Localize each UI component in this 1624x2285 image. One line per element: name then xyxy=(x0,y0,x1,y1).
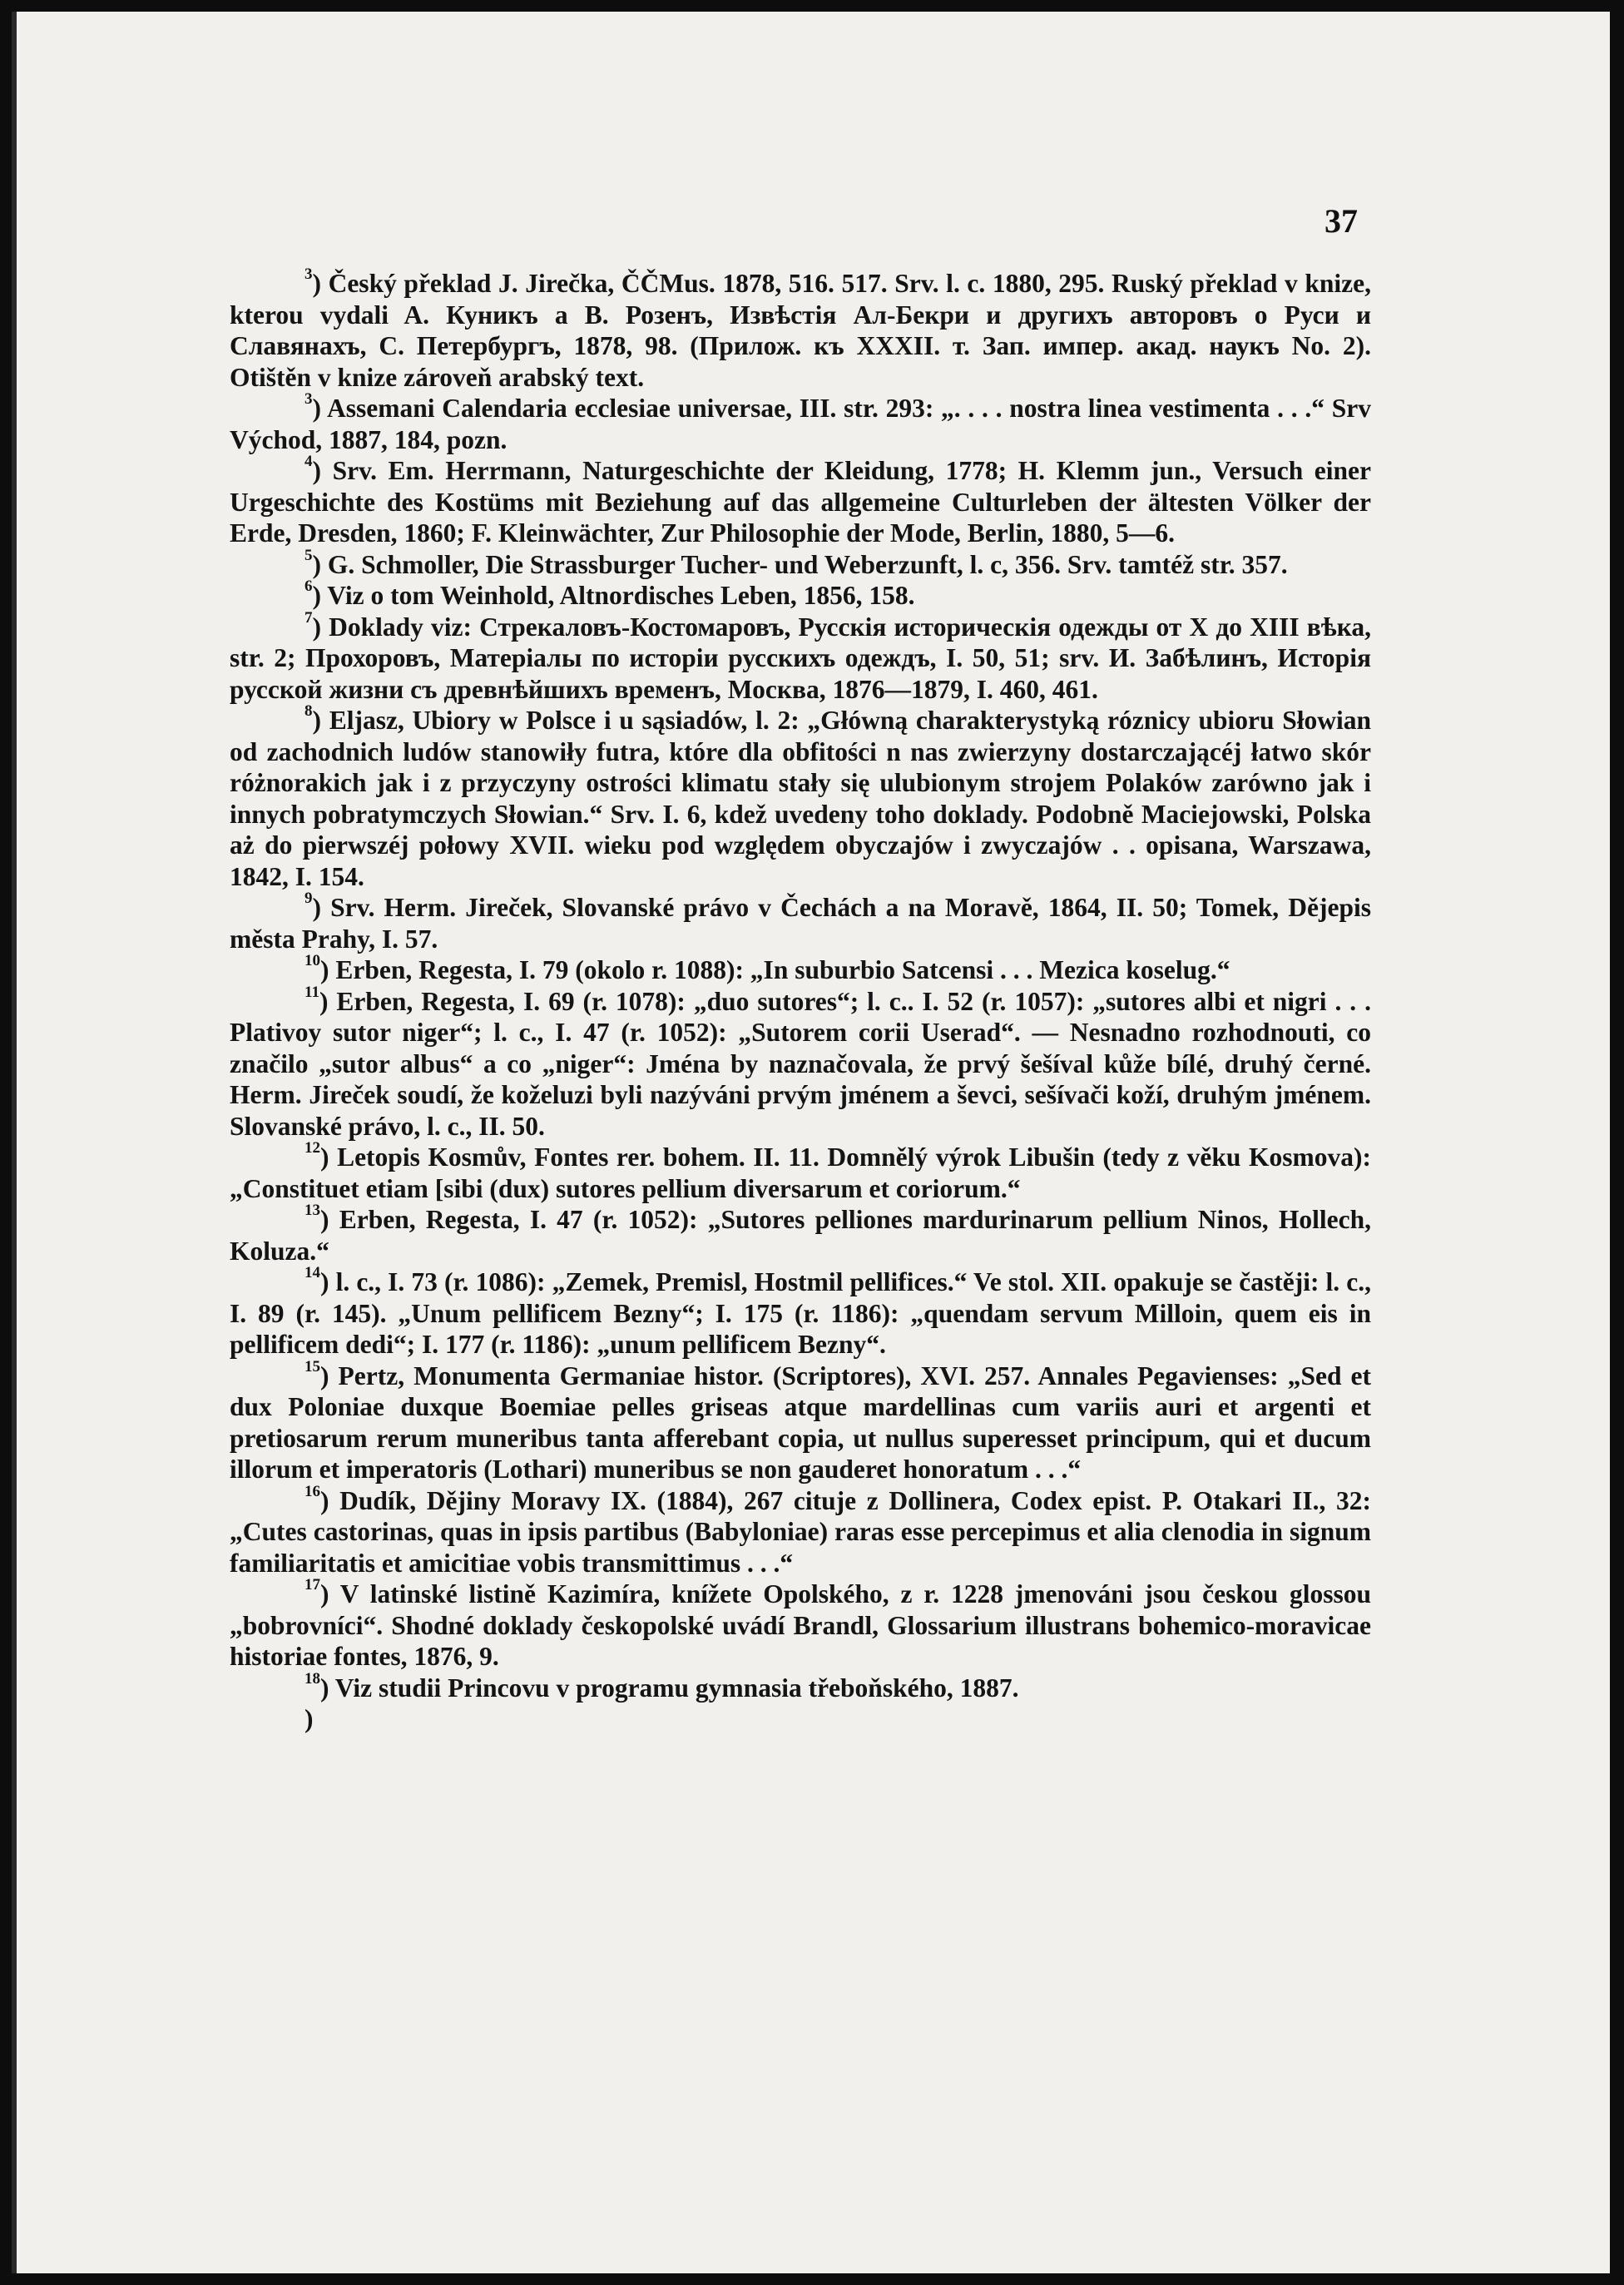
footnote-mark: 13 xyxy=(304,1202,320,1219)
footnote-text: Pertz, Monumenta Germaniae histor. (Scriptores), XVI. 257. Annales Pegavienses: „Sed et dux Poloniae duxque Boemiae pelles griseas atque mardellinas cum variis auri et argenti et pretiosarum rerum muneribus tanta afferebant copia, ut nullus superesset principum, qui et ducum illorum et imperatoris (Lothari) muneribus se non gauderet honoratum . . .“ xyxy=(230,1361,1371,1484)
footnote: $^8$) Eljasz, Ubiory w Polsce i u sąsiadów, l. 2: „Główną charakterystyką róznicy ubioru Słowian od zachodnich ludów stanowiły futra, które dla obfitości n nas zwierzyny dostarczającéj łatwo skór różnorakich jak i z przyczyny ostrości klimatu stały się ulubionym strojem Polaków zarówno jak i innych pobratymczych Słowian.“ Srv. I. 6, kdež uvedeny toho doklady. Podobně Maciejowski, Polska aż do pierwszéj połowy XVII. wieku pod względem obyczajów i zwyczajów . . opisana, Warszawa, 1842, I. 154. xyxy=(230,702,1372,891)
footnote-mark: 18 xyxy=(304,1669,320,1688)
footnote-mark: 17 xyxy=(304,1576,320,1594)
footnote: $^{13}$) Erben, Regesta, I. 47 (r. 1052): „Sutores pelliones mardurinarum pellium Ninos, Hollech, Koluza.“ xyxy=(230,1202,1371,1266)
footnote-mark: 16 xyxy=(304,1482,320,1500)
footnote-text: Erben, Regesta, I. 79 (okolo r. 1088): „In suburbio Satcensi . . . Mezica koselug.“ xyxy=(335,955,1230,984)
footnote-text: V latinské listině Kazimíra, knížete Opolského, z r. 1228 jmenováni jsou českou glossou „bobrovníci“. Shodné doklady českopolské uvádí Brandl, Glossarium illustrans bohemico-moravicae historiae fontes, 1876, 9. xyxy=(230,1579,1371,1671)
footnote: $^{11}$) Erben, Regesta, I. 69 (r. 1078): „duo sutores“; l. c.. I. 52 (r. 1057): „sutores albi et nigri . . . Plativoy sutor niger“; l. c., I. 47 (r. 1052): „Sutorem corii Userad“. — Nesnadno rozhodnouti, co značilo „sutor albus“ a co „niger“: Jména by naznačovala, že prvý šešíval kůže bílé, druhý černé. Herm. Jireček soudí, že koželuzi byli nazýváni prvým jménem a ševci, sešívači koží, druhým jménem. Slovanské právo, l. c., II. 50. xyxy=(230,983,1371,1141)
scanned-page xyxy=(12,12,1610,2273)
footnote-text: Viz o tom Weinhold, Altnordisches Leben, 1856, 158. xyxy=(327,581,915,610)
footnote-text: G. Schmoller, Die Strassburger Tucher- und Weberzunft, l. c, 356. Srv. tamtéž str. 357. xyxy=(327,549,1288,579)
footnote-text: Dudík, Dějiny Moravy IX. (1884), 267 cituje z Dollinera, Codex epist. P. Otakari II., 32: „Cutes castorinas, quas in ipsis partibus (Babyloniae) raras esse percepimus et alia clenodia in signum familiaritatis et amicitiae vobis transmittimus . . .“ xyxy=(230,1485,1371,1578)
footnote: $^{17}$) V latinské listině Kazimíra, knížete Opolského, z r. 1228 jmenováni jsou českou glossou „bobrovníci“. Shodné doklady českopolské uvádí Brandl, Glossarium illustrans bohemico-moravicae historiae fontes, 1876, 9. xyxy=(230,1576,1371,1671)
footnote-text: Srv. Herm. Jireček, Slovanské právo v Čechách a na Moravě, 1864, II. 50; Tomek, Dějepis města Prahy, I. 57. xyxy=(230,893,1371,954)
footnote: $^5$) G. Schmoller, Die Strassburger Tucher- und Weberzunft, l. c, 356. Srv. tamtéž str. 357. xyxy=(304,546,1288,579)
footnote: $^{10}$) Erben, Regesta, I. 79 (okolo r. 1088): „In suburbio Satcensi . . . Mezica koselug.“ xyxy=(304,952,1230,984)
footnote: $^{15}$) Pertz, Monumenta Germaniae histor. (Scriptores), XVI. 257. Annales Pegavienses: „Sed et dux Poloniae duxque Boemiae pelles griseas atque mardellinas cum variis auri et argenti et pretiosarum rerum muneribus tanta afferebant copia, ut nullus superesset principum, qui et ducum illorum et imperatoris (Lothari) muneribus se non gauderet honoratum . . .“ xyxy=(230,1357,1371,1484)
footnote: $^3$) Český překlad J. Jirečka, ČČMus. 1878, 516. 517. Srv. l. c. 1880, 295. Ruský překlad v knize, kterou vydali A. Куникъ a B. Розенъ, Извѣстія Ал-Бекри и другихъ авторовъ о Руси и Славянахъ, С. Петербургъ, 1878, 98. (Прилож. къ XXXII. т. Зап. импер. акад. наукъ No. 2). Otištěn v knize zároveň arabský text. xyxy=(230,265,1371,392)
footnote-text: Viz studii Princovu v programu gymnasia třeboňského, 1887. xyxy=(334,1673,1019,1703)
footnote-mark: 9 xyxy=(304,890,313,907)
footnote-text: Assemani Calendaria ecclesiae universae, III. str. 293: „. . . . nostra linea vestimenta . . .“ Srv Východ, 1887, 184, pozn. xyxy=(230,394,1371,454)
footnote-mark: 6 xyxy=(304,577,313,595)
page-number: 37 xyxy=(1324,202,1358,240)
footnote-text: Erben, Regesta, I. 69 (r. 1078): „duo sutores“; l. c.. I. 52 (r. 1057): „sutores albi et nigri . . . Plativoy sutor niger“; l. c., I. 47 (r. 1052): „Sutorem corii Userad“. — Nesnadno rozhodnouti, co značilo „sutor albus“ a co „niger“: Jména by naznačovala, že prvý šešíval kůže bílé, druhý černé. Herm. Jireček soudí, že koželuzi byli nazýváni prvým jménem a ševci, sešívači koží, druhým jménem. Slovanské právo, l. c., II. 50. xyxy=(230,986,1371,1141)
footnote-text: l. c., I. 73 (r. 1086): „Zemek, Premisl, Hostmil pellifices.“ Ve stol. XII. opakuje se častěji: l. c., I. 89 (r. 145). „Unum pellificem Bezny“; I. 175 (r. 1186): „quendam servum Milloin, quem eis in pellificem dedi“; I. 177 (r. 1186): „unum pellificem Bezny“. xyxy=(230,1267,1371,1359)
footnote: ) xyxy=(304,1704,314,1733)
footnote-mark: 15 xyxy=(304,1357,320,1375)
footnote-mark: 12 xyxy=(304,1139,320,1157)
footnote: $^7$) Doklady viz: Стрекаловъ-Костомаровъ, Русскія историческія одежды от X до XIII вѣка, str. 2; Прохоровъ, Матеріалы по исторіи русскихъ одеждъ, I. 50, 51; srv. И. Забѣлинъ, Исторія русской жизни съ древнѣйшихъ временъ, Москва, 1876—1879, I. 460, 461. xyxy=(230,608,1371,704)
footnote: $^4$) Srv. Em. Herrmann, Naturgeschichte der Kleidung, 1778; H. Klemm jun., Versuch einer Urgeschichte des Kostüms mit Beziehung auf das allgemeine Culturleben der ältesten Völker der Erde, Dresden, 1860; F. Kleinwächter, Zur Philosophie der Mode, Berlin, 1880, 5—6. xyxy=(230,453,1371,548)
footnote-mark: 8 xyxy=(304,702,313,720)
footnote-mark: 3 xyxy=(304,265,313,283)
footnote-text: Letopis Kosmův, Fontes rer. bohem. II. 11. Domnělý výrok Libušin (tedy z věku Kosmova): „Constituet etiam [sibi (dux) sutores pellium diversarum et coriorum.“ xyxy=(230,1142,1371,1203)
footnote-mark: 5 xyxy=(304,546,313,564)
footnote-text: Český překlad J. Jirečka, ČČMus. 1878, 516. 517. Srv. l. c. 1880, 295. Ruský překlad v knize, kterou vydali A. Куникъ a B. Розенъ, Извѣстія Ал-Бекри и другихъ авторовъ о Руси и Славянахъ, С. Петербургъ, 1878, 98. (Прилож. къ XXXII. т. Зап. импер. акад. наукъ No. 2). Otištěn v knize zároveň arabský text. xyxy=(230,269,1371,392)
footnote-mark: 7 xyxy=(304,608,313,627)
footnote: $^{14}$) l. c., I. 73 (r. 1086): „Zemek, Premisl, Hostmil pellifices.“ Ve stol. XII. opakuje se častěji: l. c., I. 89 (r. 145). „Unum pellificem Bezny“; I. 175 (r. 1186): „quendam servum Milloin, quem eis in pellificem dedi“; I. 177 (r. 1186): „unum pellificem Bezny“. xyxy=(230,1264,1371,1359)
footnote-mark: 11 xyxy=(304,983,319,1001)
footnote: $^3$) Assemani Calendaria ecclesiae universae, III. str. 293: „. . . . nostra linea vestimenta . . .“ Srv Východ, 1887, 184, pozn. xyxy=(230,390,1371,454)
footnote-mark: 10 xyxy=(304,952,320,969)
footnote-text: Eljasz, Ubiory w Polsce i u sąsiadów, l. 2: „Główną charakterystyką róznicy ubioru Słowian od zachodnich ludów stanowiły futra, które dla obfitości n nas zwierzyny dostarczającéj łatwo skór różnorakich jak i z przyczyny ostrości klimatu stały się ulubionym strojem Polaków zarówno jak i innych pobratymczych Słowian.“ Srv. I. 6, kdež uvedeny toho doklady. Podobně Maciejowski, Polska aż do pierwszéj połowy XVII. wieku pod względem obyczajów i zwyczajów . . opisana, Warszawa, 1842, I. 154. xyxy=(230,706,1372,891)
footnote-mark: 4 xyxy=(304,453,313,470)
footnote-mark: 14 xyxy=(304,1264,320,1281)
footnotes xyxy=(230,265,1372,1735)
footnote: $^{16}$) Dudík, Dějiny Moravy IX. (1884), 267 cituje z Dollinera, Codex epist. P. Otakari II., 32: „Cutes castorinas, quas in ipsis partibus (Babyloniae) raras esse percepimus et alia clenodia in signum familiaritatis et amicitiae vobis transmittimus . . .“ xyxy=(230,1482,1371,1578)
footnote: $^6$) Viz o tom Weinhold, Altnordisches Leben, 1856, 158. xyxy=(304,577,915,610)
footnote-text: Srv. Em. Herrmann, Naturgeschichte der Kleidung, 1778; H. Klemm jun., Versuch einer Urgeschichte des Kostüms mit Beziehung auf das allgemeine Culturleben der ältesten Völker der Erde, Dresden, 1860; F. Kleinwächter, Zur Philosophie der Mode, Berlin, 1880, 5—6. xyxy=(230,456,1371,548)
footnote: $^{18}$) Viz studii Princovu v programu gymnasia třeboňského, 1887. xyxy=(304,1669,1019,1703)
footnote-mark: 3 xyxy=(304,390,313,408)
footnote: $^{12}$) Letopis Kosmův, Fontes rer. bohem. II. 11. Domnělý výrok Libušin (tedy z věku Kosmova): „Constituet etiam [sibi (dux) sutores pellium diversarum et coriorum.“ xyxy=(230,1139,1371,1203)
footnote-text: Doklady viz: Стрекаловъ-Костомаровъ, Русскія историческія одежды от X до XIII вѣка, str. 2; Прохоровъ, Матеріалы по исторіи русскихъ одеждъ, I. 50, 51; srv. И. Забѣлинъ, Исторія русской жизни съ древнѣйшихъ временъ, Москва, 1876—1879, I. 460, 461. xyxy=(230,612,1371,704)
footnote-text: Erben, Regesta, I. 47 (r. 1052): „Sutores pelliones mardurinarum pellium Ninos, Hollech, Koluza.“ xyxy=(230,1205,1371,1266)
footnote: $^9$) Srv. Herm. Jireček, Slovanské právo v Čechách a na Moravě, 1864, II. 50; Tomek, Dějepis města Prahy, I. 57. xyxy=(230,890,1371,954)
